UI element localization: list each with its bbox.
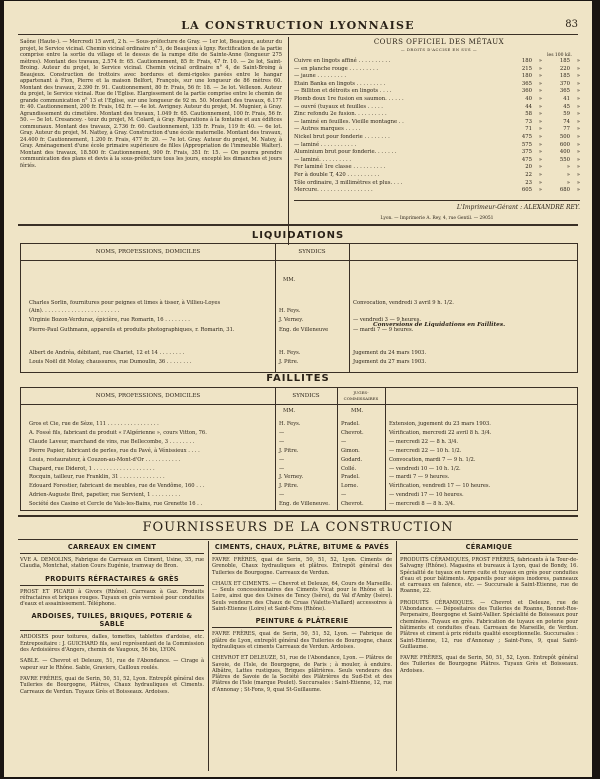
metal-name: Mercure. . . . . . . . . . . . . . . . . xyxy=(294,187,373,194)
metal-price-high: 74 xyxy=(563,118,570,125)
fail-juge: Pradel. xyxy=(341,474,360,481)
fail-date: Extension, jugement du 23 mars 1903. xyxy=(389,421,491,427)
metal-row xyxy=(294,96,584,104)
fail-syndic: J. Pitre. xyxy=(279,447,299,454)
liq-name: Albert de Andréa, débitant, rue Chariet, 12 et 14 . . . . . . . . xyxy=(29,350,185,356)
liq-col-syndics: SYNDICS xyxy=(298,249,326,255)
metal-sep: » xyxy=(538,164,542,171)
metal-sep: » xyxy=(538,156,542,163)
metal-sep: » xyxy=(576,126,580,133)
supplier-entry: ARDOISES pour toitures, dalles, tomettes, tablettes d'ardoise, etc. Entrepositaire : J. GUICHARD fils, seul représentant de la Commission des Ardoisières d'Angers, chemin de Vaugoux, 56 bis, LYON. xyxy=(20,634,204,654)
fail-juge: Gimon. xyxy=(341,447,360,454)
metal-sep: » xyxy=(538,187,542,194)
metaux-title: COURS OFFICIEL DES MÉTAUX xyxy=(373,38,505,46)
metal-name: — jaune . . . . . . . . . xyxy=(294,73,347,80)
category-heading: CIMENTS, CHAUX, PLÂTRE, BITUME & PAVÉS xyxy=(212,543,392,554)
metal-sep: » xyxy=(576,149,580,156)
fail-date: — mercredi 8 — 8 h. 3/4. xyxy=(389,501,455,508)
metal-price-low: 180 xyxy=(521,73,532,80)
metal-price-low: 375 xyxy=(521,149,532,156)
fail-syndic: — xyxy=(279,456,285,463)
fail-date: — mardi 7 — 9 heures. xyxy=(389,474,450,481)
metal-sep: » xyxy=(538,80,542,87)
metal-price-low: 215 xyxy=(521,65,532,72)
fail-name: Rocquin, tailleur, rue Franklin, 31 . . . . . . . . . . . . . . xyxy=(29,474,165,481)
metal-row xyxy=(294,66,584,74)
metal-sep: » xyxy=(576,164,580,171)
metal-sep: » xyxy=(538,88,542,95)
section-rule xyxy=(18,224,578,226)
metal-price-high: 365 xyxy=(559,88,570,95)
metal-sep: » xyxy=(538,133,542,140)
metal-sep: » xyxy=(576,65,580,72)
conversion-label: Conversions de Liquidations en Faillites. xyxy=(373,322,506,328)
fail-syndic: — xyxy=(279,492,285,499)
category-heading: ARDOISES, TUILES, BRIQUES, POTERIE & SABLE xyxy=(20,612,204,631)
fail-syndic: — xyxy=(279,465,285,472)
fail-name: Edouard Forestier, fabricant de meubles, rue de Vendôme, 160 . . . xyxy=(29,483,205,490)
metal-price-low: 475 xyxy=(521,133,532,140)
fournisseurs-col-3 xyxy=(400,543,578,674)
metal-name: Zinc refondu 2e fusion. . . . . . . . . . xyxy=(294,111,387,118)
fail-juge: Collé. xyxy=(341,465,357,472)
liq-date: Jugement du 27 mars 1903. xyxy=(353,359,427,365)
liq-mm: MM. xyxy=(283,277,296,283)
metal-price-high: 185 xyxy=(559,58,570,64)
liq-syndic: J. Verney. xyxy=(279,317,304,323)
fail-juge: Chevrot. xyxy=(341,429,364,436)
metal-sep: » xyxy=(538,126,542,133)
metaux-subtitle: — DROITS D'ACCISE EN SUS — xyxy=(400,47,478,52)
metaux-rule xyxy=(294,200,580,201)
fournisseurs-col-2 xyxy=(212,543,392,693)
fail-name: Société des Casino et Cercle de Vals-les-Bains, rue Grenette 16 . . xyxy=(29,501,203,508)
metal-sep: » xyxy=(538,141,542,148)
supplier-entry: PROST ET PICARD à Givors (Rhône). Carreaux à Gaz. Produits réfractaires et briques rouges. Tuyaux en grès vernissé pour conduites d'eaux et assainissement. Téléphone. xyxy=(20,588,204,608)
liq-date: — mardi 7 — 9 heures. xyxy=(353,327,414,333)
metal-price-low: 73 xyxy=(525,118,532,125)
metal-name: Tôle ordinaire, 3 millimètres et plus. . . . xyxy=(294,179,403,186)
fail-date: — vendredi 17 — 10 heures. xyxy=(389,492,464,499)
metal-sep: » xyxy=(576,156,580,163)
liq-col-names: NOMS, PROFESSIONS, DOMICILES xyxy=(95,249,201,255)
category-heading: PRODUITS RÉFRACTAIRES & GRÈS xyxy=(20,575,204,586)
supplier-entry: VVE A. DEMOLINS, Fabrique de Carreaux en Ciment, Usine, 35, rue Claudia, Montchat, station Cours Eugénie, tramway de Bron. xyxy=(20,557,204,570)
metaux-table xyxy=(294,58,584,195)
page-number: 83 xyxy=(565,19,578,30)
metal-sep: » xyxy=(538,171,542,178)
metal-price-high: 59 xyxy=(563,111,570,118)
supplier-entry: FAVRE FRÈRES, quai de Serin, 50, 51, 52, Lyon. Ciments de Grenoble, Chaux hydrauliques et plâtres. Entrepôt général des Tuileries de Bourgogne. Carreaux de Verdun. xyxy=(212,557,392,576)
metal-sep: » xyxy=(538,118,542,125)
metal-sep: » xyxy=(538,179,542,186)
liq-syndic: H. Feys. xyxy=(279,308,301,314)
fail-juge: — xyxy=(341,438,347,445)
metal-name: Aluminium brut pour fonderie. . . . . . . xyxy=(294,149,397,156)
fail-name: Claude Laveur, marchand de vins, rue Bellecombe, 3 . . . . . . . . xyxy=(29,438,195,445)
metal-price-high: » xyxy=(566,179,570,186)
metal-sep: » xyxy=(538,65,542,72)
metal-row xyxy=(294,88,584,96)
metal-row xyxy=(294,126,584,134)
metal-price-high: 370 xyxy=(559,80,570,87)
fail-col-juges-a: JUGES- xyxy=(353,390,369,395)
metal-price-low: 44 xyxy=(525,103,532,110)
fail-syndic: J. Pitre. xyxy=(279,483,299,490)
metal-name: Cuivre en lingots affiné . . . . . . . . . . xyxy=(294,58,391,64)
metal-name: — laminé en feuilles. Vieille montagne . . xyxy=(294,118,404,125)
liquidations-table xyxy=(20,243,578,373)
fail-mm-1: MM. xyxy=(283,408,296,414)
metal-sep: » xyxy=(576,95,580,102)
fail-juge: Godard. xyxy=(341,456,363,463)
metal-price-low: 20 xyxy=(525,164,532,171)
metal-sep: » xyxy=(576,73,580,80)
metal-name: Fer laminé 1re classe . . . . . . . . . . xyxy=(294,164,386,171)
metal-row xyxy=(294,180,584,188)
metal-row xyxy=(294,187,584,195)
supplier-entry: CHEVROT ET DELEUZE, 51, rue de l'Abondance, Lyon. — Plâtres de Savoie, de l'Isle, de Bourgogne, de Paris ; à mouler, à enduire. Albâtre, Lattes rustiques, Briques plâtrières. Seuls vendeurs des Plâtres de Savoie de la Société des Plâtrières du Sud-Est et des Plâtres de l'Isle (marque Poulet). Succursales : Saint-Etienne, 12, rue d'Annonay ; St-Fons, 9, quai St-Guillaume. xyxy=(212,655,392,693)
fail-col-names: NOMS, PROFESSIONS, DOMICILES xyxy=(95,393,201,399)
metal-name: — en planche rouge . . . . . . . . . xyxy=(294,65,379,72)
supplier-entry: PRODUITS CÉRAMIQUES. — Chevrot et Deleuze, rue de l'Abondance. — Dépositaires des Tuileries de Roanne, Bonnet-Ros-Perpenaire, Bourgogne et Saint-Vallier. Spécialité de Boisseaux pour cheminées. Tuyaux en grès. Fabrication de tuyaux en poterie pour bâtiments et conduites d'eau. Carreaux de Marseille, de Verdun. Plâtres et ciment à prix réduits qualité exceptionnelle. Succursales : Saint-Etienne, 12, rue d'Annonay ; Saint-Fons, 9, quai Saint-Guillaume. xyxy=(400,599,578,650)
liq-name: Louis Noël dit Molay, chaussures, rue Dumoulin, 36 . . . . . . . . xyxy=(29,359,192,365)
liq-name: Pierre-Paul Guthmann, appareils et produits photographiques, r. Romarin, 31. xyxy=(29,327,235,333)
supplier-entry: FAVRE FRÈRES, quai de Serin, 50, 51, 52, Lyon. — Fabrique de plâtre de Lyon, entrepôt général des Tuileries de Bourgogne, chaux hydrauliques et ciments Carreaux de Verdun. Ardoises. xyxy=(212,631,392,650)
metal-row xyxy=(294,134,584,142)
metal-row xyxy=(294,73,584,81)
category-heading: PEINTURE & PLÂTRERIE xyxy=(212,617,392,628)
imprimerie-line: Lyon. — Imprimerie A. Rey, 4, rue Gentil. — 29051 xyxy=(380,216,494,221)
liq-date: Convocation, vendredi 3 avril 9 h. 1/2. xyxy=(353,300,454,306)
metal-sep: » xyxy=(538,95,542,102)
fail-syndic: Eng. de Villeneuve. xyxy=(279,501,330,508)
liq-name: Virginie Bozon-Verduraz, épicière, rue Romarin, 16 . . . . . . . . xyxy=(29,317,190,323)
metal-price-high: 400 xyxy=(559,149,570,156)
metal-price-high: 680 xyxy=(559,187,570,194)
supplier-entry: PRODUITS CÉRAMIQUES, PROST FRÈRES, fabricants à la Tour-de-Salvagny (Rhône). Magasins et bureaux à Lyon, quai de Bondy, 16. Spécialité de tuyaux en terre cuite et tuyaux en grès pour conduites d'eau et pour bâtiments. Appareils pour sièges inodores, panneaux et carreaux en faïence, etc. — Succursale à Saint-Etienne, rue de Roanne, 22. xyxy=(400,557,578,595)
metal-price-low: 575 xyxy=(521,141,532,148)
fail-name: Pierre Papier, fabricant de perles, rue du Pavé, à Vénissieux . . . . xyxy=(29,447,200,454)
metal-sep: » xyxy=(538,58,542,64)
fail-juge: — xyxy=(341,492,347,499)
supplier-entry: FAVRE FRÈRES, quai de Serin, 50, 51, 52, Lyon. Entrepôt général des Tuileries de Bourgogne Plâtres. Tuyaux Grès et Boisseaux. Ardoises. xyxy=(400,655,578,674)
supplier-entry: CHAUX ET CIMENTS. — Chevrot et Deleuze, 64, Cours de Marseille. — Seuls concessionnaires des Ciments Vicat pour le Rhône et la Loire, ainsi que des Usines de Tency (Isère), du Val d'Amby (Isère). Seuls vendeurs des Chaux de Cruas (Valette-Viallard) accessoires à Saint-Etienne (Loire) et Saint-Fons (Rhône). xyxy=(212,580,392,613)
fail-name: Gros et Cie, rue de Sèze, 111 . . . . . . . . . . . . . . . . xyxy=(29,421,159,427)
fournisseurs-rule xyxy=(18,539,578,540)
metal-sep: » xyxy=(576,111,580,118)
fail-date: Convocation, mardi 7 — 9 h. 1/2. xyxy=(389,456,476,463)
fail-date: — mercredi 22 — 8 h. 3/4. xyxy=(389,438,459,445)
metal-price-high: 45 xyxy=(563,103,570,110)
metal-name: Fer à double T, 420 . . . . . . . . . . xyxy=(294,171,380,178)
metal-sep: » xyxy=(538,103,542,110)
fail-date: — mercredi 22 — 10 h. 1/2. xyxy=(389,447,462,454)
fournisseurs-col-1 xyxy=(20,543,204,695)
fournisseurs-title: FOURNISSEURS DE LA CONSTRUCTION xyxy=(142,520,454,535)
fail-mm-2: MM. xyxy=(351,408,364,414)
section-rule-2 xyxy=(18,515,578,517)
fail-name: Louis, restaurateur, à Couzon-au-Mont-d'Or . . . . . . . . . . . xyxy=(29,456,181,463)
metal-row xyxy=(294,149,584,157)
metal-row xyxy=(294,111,584,119)
supplier-entry: FAVRE FRÈRES, quai de Serin, 50, 51, 52, Lyon. Entrepôt général des Tuileries de Bourgogne, Plâtres, Chaux hydrauliques et Ciments. Carreaux de Verdun. Tuyaux Grès et Boisseaux. Ardoises. xyxy=(20,675,204,695)
liq-syndic: J. Pitre. xyxy=(279,359,299,365)
metal-row xyxy=(294,172,584,180)
fail-syndic: H. Feys. xyxy=(279,421,301,427)
metal-price-high: » xyxy=(566,171,570,178)
metal-price-low: 58 xyxy=(525,111,532,118)
metal-sep: » xyxy=(576,141,580,148)
metal-name: Nickel brut pour fonderie . . . . . . . . xyxy=(294,133,390,140)
fail-syndic: J. Verney. xyxy=(279,474,304,481)
fail-juge: Lorne. xyxy=(341,483,359,490)
metal-sep: » xyxy=(576,103,580,110)
liq-name: Charles Sorlin, fournitures pour peignes et limes à tisser, à Villieu-Loyes xyxy=(29,300,221,306)
metal-sep: » xyxy=(576,133,580,140)
metal-name: — ouvré (tuyaux et feuilles . . . . . xyxy=(294,103,383,110)
metal-name: — laminé . . . . . . . . . . . xyxy=(294,141,357,148)
metal-sep: » xyxy=(576,58,580,64)
metal-row xyxy=(294,119,584,127)
metal-name: — Billiton et détroits en lingots . . . . xyxy=(294,88,392,95)
fail-juge: Pradel. xyxy=(341,421,360,427)
metal-row xyxy=(294,104,584,112)
metal-row xyxy=(294,164,584,172)
col-divider-2 xyxy=(396,541,397,771)
adjudication-notice: Saône (Haute-). — Mercredi 15 avril, 2 h. — Sous-préfecture de Gray. — 1er lot, Beaujeux, auteur du projet, le Service vicinal. Chemin vicinal ordinaire n° 3, de Beaujeux à Igny. Rectification de la partie comprise entre la sortie du village et le dessus de la rampe dite de Sainte-Anne (longueur 275 mètres). Montant des travaux, 2.574 fr. 65. Cautionnement, 85 fr. Frais, 47 fr. 10. — 2e lot, Saint-Broing. Auteur du projet, le Service vicinal. Chemin vicinal ordinaire n° 4, de Saint-Broing à Beaujeux. Construction de trottoirs avec bordures et demi-rigoles pavées entre le hangar appartenant à Fion, Pierre et la maison Belfort, François, sur une longueur de 86 mètres 60. Montant des travaux, 2.390 fr. 91. Cautionnement, 80 fr. Frais, 56 fr. 18. — 3e lot. Vellexon. Auteur du projet, le Service vicinal. Rue de l'Eglise. Elargissement de la partie comprise entre le chemin de grande communication n° 13 et l'Eglise, sur une longueur de 92 m. 50. Montant des travaux, 6.177 fr. 40. Cautionnement, 200 fr. Frais, 162 fr. — 4e lot. Avrigney. Auteur du projet, M. Mugnier, à Gray. Agrandissement du cimetière. Montant des travaux, 1.049 fr. 65. Cautionnement, 100 fr. Frais, 56 fr. 50. — 5e lot. Cresancey. - teur du projet, M. Colard, à Gray. Réparations à la fontaine et aux édifices communaux. Montant des travaux, 2.736 fr. 60. Cautionnement, 135 fr. Frais, 119 fr. 40. — 6e lot. Gray. Auteur du projet, M. Nattey, à Gray. Construction d'une école maternelle. Montant des travaux, 24.400 fr. Cautionnement, 1.200 fr. Frais, 477 fr. 20. — 7e lot. Gray. Auteur du projet, M. Natey, à Gray. Aménagement d'une école primaire supérieure de filles (Appropriation de l'immeuble Walter). Montant des travaux, 18.500 fr. Cautionnement, 900 fr. Frais, 351 fr. 15. — On pourra prendre communication des plans et devis à la sous-préfecture tous les jours, excepté les dimanches et jours fériés. xyxy=(20,39,282,169)
metal-sep: » xyxy=(576,171,580,178)
metal-row xyxy=(294,58,584,66)
metal-price-high: » xyxy=(566,164,570,171)
metal-price-low: 605 xyxy=(521,187,532,194)
metal-price-high: 41 xyxy=(563,95,570,102)
metal-price-low: 180 xyxy=(521,58,532,64)
metal-price-high: 500 xyxy=(559,133,570,140)
metal-price-low: 71 xyxy=(525,126,532,133)
fail-date: Vérification, mercredi 22 avril 8 h. 3/4. xyxy=(389,429,492,436)
metal-sep: » xyxy=(576,80,580,87)
category-heading: CÉRAMIQUE xyxy=(400,543,578,554)
liq-syndic: Eng. de Villeneuve xyxy=(279,327,329,333)
fail-syndic: — xyxy=(279,429,285,436)
liq-date: Jugement du 24 mars 1903. xyxy=(353,350,427,356)
metal-price-high: 550 xyxy=(559,156,570,163)
liquidations-title: LIQUIDATIONS xyxy=(251,230,345,241)
metal-price-low: 475 xyxy=(521,156,532,163)
metal-name: Plomb doux 1re fusion en saumon. . . . . . xyxy=(294,95,404,102)
fail-date: Vérification, vendredi 17 — 10 heures. xyxy=(389,483,491,490)
liq-name-cont: (Ain). . . . . . . . . . . . . . . . . . . . . . . . xyxy=(29,308,120,314)
column-divider xyxy=(288,37,289,245)
metal-price-low: 365 xyxy=(521,80,532,87)
metal-price-low: 360 xyxy=(521,88,532,95)
metal-price-low: 22 xyxy=(525,171,532,178)
col-divider-1 xyxy=(208,541,209,771)
metal-sep: » xyxy=(538,149,542,156)
journal-page xyxy=(4,1,592,777)
metal-name: Etain Banka en lingots . . . . . . . . . xyxy=(294,80,386,87)
metal-name: — laminé. . . . . . . . . . xyxy=(294,156,352,163)
header-rule xyxy=(18,34,578,35)
metaux-block xyxy=(294,39,584,195)
metal-price-high: 185 xyxy=(559,73,570,80)
metaux-unit: les 100 kil. xyxy=(547,53,572,58)
gerant-line: L'Imprimeur-Gérant : ALEXANDRE REY. xyxy=(456,204,580,211)
metal-sep: » xyxy=(576,118,580,125)
fail-syndic: — xyxy=(279,438,285,445)
metal-sep: » xyxy=(576,88,580,95)
liq-syndic: H. Feys. xyxy=(279,350,301,356)
supplier-entry: SABLE. — Chevrot et Deleuze, 51, rue de l'Abondance. — Cirage à vapeur sur le Rhône. Sable, Graviers, Cailloux roulés. xyxy=(20,658,204,671)
fail-name: Adrien-Auguste Bret, papetier, rue Servient, 1 . . . . . . . . . xyxy=(29,492,181,499)
metal-price-high: 77 xyxy=(563,126,570,133)
metal-name: — Autres marques . . . . . xyxy=(294,126,361,133)
metal-price-high: 600 xyxy=(559,141,570,148)
fail-col-syndics: SYNDICS xyxy=(292,393,320,399)
metal-row xyxy=(294,142,584,150)
fail-name: A. Fossé fils, fabricant du produit « l'Algérienne », cours Vitton, 76. xyxy=(29,429,207,436)
category-heading: CARREAUX EN CIMENT xyxy=(20,543,204,554)
metal-price-low: 40 xyxy=(525,95,532,102)
faillites-table xyxy=(20,387,578,511)
metal-sep: » xyxy=(538,73,542,80)
fail-juge: Chevrot. xyxy=(341,501,364,508)
fail-date: — vendredi 10 — 10 h. 1/2. xyxy=(389,465,461,472)
liq-date: — vendredi 3 — 9 heures. xyxy=(353,317,422,323)
metal-sep: » xyxy=(538,111,542,118)
metal-sep: » xyxy=(576,187,580,194)
metal-price-high: 220 xyxy=(559,65,570,72)
fail-name: Chapard, rue Diderot, 1 . . . . . . . . . . . . . . . . . . . xyxy=(29,465,155,472)
journal-title: LA CONSTRUCTION LYONNAISE xyxy=(181,19,415,32)
metal-sep: » xyxy=(576,179,580,186)
faillites-title: FAILLITES xyxy=(266,373,330,384)
fail-col-juges-b: COMMISSAIRES xyxy=(343,396,379,401)
metal-price-low: 23 xyxy=(525,179,532,186)
